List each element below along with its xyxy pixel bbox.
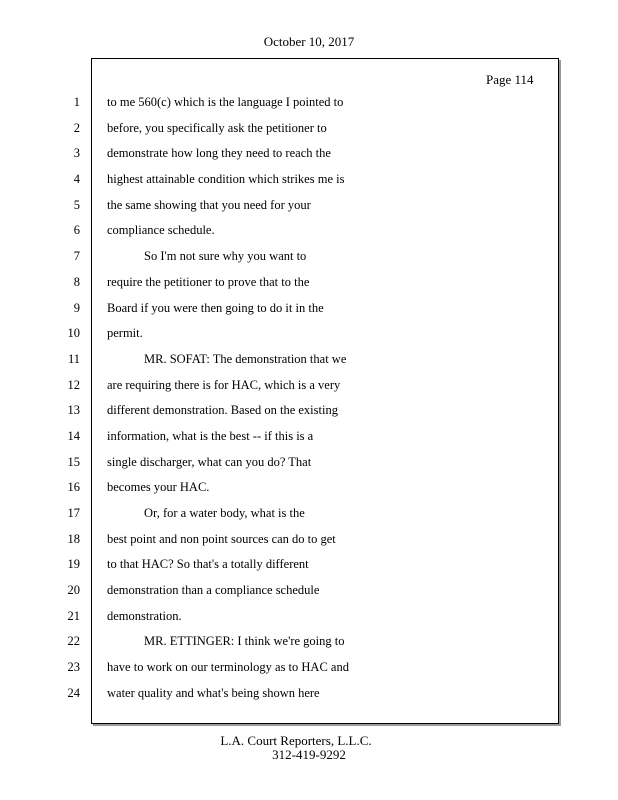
line-number: 10 bbox=[67, 326, 80, 341]
transcript-line: different demonstration. Based on the existing bbox=[107, 403, 338, 418]
transcript-line: compliance schedule. bbox=[107, 223, 215, 238]
transcript-line: demonstrate how long they need to reach the bbox=[107, 146, 331, 161]
line-number: 2 bbox=[73, 120, 80, 135]
transcript-line: Board if you were then going to do it in the bbox=[107, 300, 324, 315]
transcript-line: before, you specifically ask the petitioner to bbox=[107, 120, 327, 135]
line-number: 15 bbox=[67, 454, 80, 469]
line-number: 18 bbox=[67, 531, 80, 546]
line-number: 14 bbox=[67, 428, 80, 443]
transcript-line: best point and non point sources can do to get bbox=[107, 531, 336, 546]
line-number: 21 bbox=[67, 608, 80, 623]
line-number: 19 bbox=[67, 557, 80, 572]
line-number-column bbox=[50, 92, 80, 709]
line-number: 16 bbox=[67, 480, 80, 495]
transcript-line: MR. ETTINGER: I think we're going to bbox=[144, 634, 345, 649]
line-number: 5 bbox=[73, 197, 80, 212]
line-number: 22 bbox=[67, 634, 80, 649]
transcript-line: So I'm not sure why you want to bbox=[144, 249, 307, 264]
page-number: Page 114 bbox=[486, 72, 534, 87]
line-number: 8 bbox=[73, 274, 80, 289]
transcript-text-column bbox=[107, 92, 547, 709]
line-number: 13 bbox=[67, 403, 80, 418]
transcript-line: becomes your HAC. bbox=[107, 480, 210, 495]
transcript-line: Or, for a water body, what is the bbox=[144, 506, 305, 520]
transcript-line: water quality and what's being shown here bbox=[107, 685, 320, 700]
transcript-line: MR. SOFAT: The demonstration that we bbox=[144, 351, 347, 366]
line-number: 3 bbox=[73, 146, 80, 161]
line-number: 4 bbox=[73, 172, 80, 187]
transcript-date: October 10, 2017 bbox=[263, 34, 355, 49]
transcript-line: highest attainable condition which strikes me is bbox=[107, 172, 345, 187]
transcript-line: demonstration. bbox=[107, 608, 182, 623]
line-number: 9 bbox=[73, 300, 80, 315]
transcript-line: require the petitioner to prove that to the bbox=[107, 274, 310, 289]
reporter-company: L.A. Court Reporters, L.L.C. bbox=[220, 733, 372, 748]
line-number: 6 bbox=[73, 223, 80, 238]
transcript-line: have to work on our terminology as to HAC and bbox=[107, 660, 349, 675]
line-number: 24 bbox=[67, 685, 80, 700]
line-number: 7 bbox=[73, 249, 80, 264]
transcript-line: to me 560(c) which is the language I pointed to bbox=[107, 95, 344, 109]
line-number: 20 bbox=[67, 583, 80, 598]
line-number: 23 bbox=[67, 660, 80, 675]
transcript-line: information, what is the best -- if this is a bbox=[107, 428, 314, 443]
reporter-phone: 312-419-9292 bbox=[272, 747, 346, 762]
line-number: 11 bbox=[67, 351, 80, 366]
line-number: 12 bbox=[67, 377, 80, 392]
transcript-line: are requiring there is for HAC, which is a very bbox=[107, 377, 341, 392]
transcript-line: to that HAC? So that's a totally different bbox=[107, 557, 309, 572]
line-number: 1 bbox=[73, 95, 80, 109]
transcript-line: demonstration than a compliance schedule bbox=[107, 583, 320, 598]
transcript-line: the same showing that you need for your bbox=[107, 197, 311, 212]
transcript-line: permit. bbox=[107, 326, 143, 341]
transcript-line: single discharger, what can you do? That bbox=[107, 454, 312, 469]
line-number: 17 bbox=[67, 506, 80, 520]
